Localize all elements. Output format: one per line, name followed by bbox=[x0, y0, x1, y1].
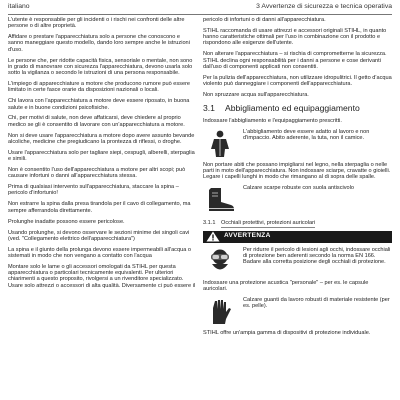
goggles-icon bbox=[203, 247, 237, 276]
paragraph: STIHL offre un'ampia gamma di dispositivi di protezione individuale. bbox=[203, 329, 371, 336]
paragraph: Non estrarre la spina dalla presa tirandola per il cavo di collegamento, ma sempre afferrandola direttamente. bbox=[8, 201, 191, 214]
paragraph: Le persone che, per ridotte capacità fisica, sensoriale o mentale, non sono in grado di manovrare con sicurezza l'apparecchiatura, devono usarla solo sotto la vigilanza o secondo le istruzioni di una persona responsabile. bbox=[8, 57, 193, 77]
paragraph: Non alterare l'apparecchiatura – si rischia di comprometterne la sicurezza. STIHL declina ogni responsabilità per i danni a persone e cose derivanti dall'uso di componenti applicati non consentiti. bbox=[203, 51, 387, 70]
section-number: 3.1 bbox=[203, 102, 215, 113]
warning-text: Per ridurre il pericolo di lesioni agli occhi, indossare occhiali di protezione ben aderenti secondo la norma EN 166. Badare alla corretta posizione degli occhiali di protezione. bbox=[243, 246, 391, 266]
paragraph: Indossare l'abbigliamento e l'equipaggiamento prescritti. bbox=[203, 117, 342, 124]
clothing-icon bbox=[203, 129, 237, 158]
paragraph: STIHL raccomanda di usare attrezzi e accessori originali STIHL, in quanto hanno caratteristiche ottimali per l'uso in combinazione con il prodotto e rispondono alle esigenze dell'utente. bbox=[203, 27, 387, 47]
section-title: Abbigliamento ed equipaggiamento bbox=[225, 102, 360, 113]
right-column bbox=[203, 17, 392, 341]
paragraph: Chi, per motivi di salute, non deve affaticarsi, deve chiedere al proprio medico se gli è consentito di lavorare con un'apparecchiatura a motore. bbox=[8, 115, 185, 128]
paragraph: Usare l'apparecchiatura solo per tagliare siepi, cespugli, alberelli, sterpaglia e simili. bbox=[8, 149, 195, 163]
paragraph: Non è consentito l'uso dell'apparecchiatura a motore per altri scopi; può causare infortuni o danni all'apparecchiatura stessa. bbox=[8, 167, 186, 180]
paragraph: Chi lavora con l'apparecchiatura a motore deve essere riposato, in buona salute e in buone condizioni psicofisiche. bbox=[8, 98, 190, 111]
paragraph: L'impiego di apparecchiature a motore che producono rumore può essere limitato in certe fasce orarie da disposizioni nazionali o locali. bbox=[8, 81, 191, 94]
left-column bbox=[8, 17, 196, 294]
goggles-row bbox=[203, 247, 392, 276]
clothing-note-text: L'abbigliamento deve essere adatto al lavoro e non d'impaccio. Abito aderente, la tuta, non il camice. bbox=[243, 128, 370, 142]
boots-row bbox=[203, 185, 392, 214]
paragraph: Prima di qualsiasi intervento sull'apparecchiatura, staccare la spina – pericolo d'infortunio! bbox=[8, 184, 179, 197]
paragraph: Non si deve usare l'apparecchiatura a motore dopo avere assunto bevande alcoliche, medicine che pregiudicano la prontezza di riflessi, o droghe. bbox=[8, 132, 195, 145]
clothing-note-row bbox=[203, 129, 392, 158]
paragraph: Non portare abiti che possano impigliarsi nel legno, nella sterpaglia o nelle parti in moto dell'apparecchiatura. Non indossare sciarpe, cravatte o gioielli. Legare i capelli lunghi in modo che rimangano al di sopra delle spalle. bbox=[203, 161, 391, 181]
section-heading bbox=[203, 103, 392, 113]
boots-text: Calzare scarpe robuste con suola antiscivolo bbox=[243, 185, 355, 192]
boots-icon bbox=[203, 185, 237, 214]
subsection-number: 3.1.1 bbox=[203, 220, 216, 227]
header-chapter: 3 Avvertenze di sicurezza e tecnica operativa bbox=[256, 3, 392, 10]
subsection-title: Occhiali protettivi, protezioni auricolari bbox=[221, 220, 316, 227]
paragraph: La spina e il giunto della prolunga devono essere impermeabili all'acqua o sistemati in modo che non vengano a contatto con l'acqua bbox=[8, 246, 191, 259]
warning-banner bbox=[203, 231, 392, 243]
warning-label: AVVERTENZA bbox=[224, 232, 271, 240]
paragraph: Per la pulizia dell'apparecchiatura, non utilizzare idropulitrici. Il getto d'acqua violento può danneggiare i componenti dell'apparecchiatura. bbox=[203, 74, 392, 88]
gloves-row bbox=[203, 297, 392, 326]
paragraph: pericolo di infortuni o di danni all'apparecchiatura. bbox=[203, 17, 326, 23]
subsection-heading bbox=[203, 220, 392, 227]
header-divider bbox=[8, 14, 392, 15]
gloves-icon bbox=[203, 297, 237, 326]
paragraph: Affidare o prestare l'apparecchiatura solo a persone che conoscono e sanno maneggiare questo modello, dando loro sempre anche le istruzioni d'uso. bbox=[8, 34, 190, 53]
warning-triangle-icon bbox=[206, 231, 220, 242]
paragraph: Prolunghe inadatte possono essere pericolose. bbox=[8, 218, 125, 225]
paragraph: Usando prolunghe, si devono osservare le sezioni minime dei singoli cavi (ved. "Collegamento elettrico dell'apparecchiatura") bbox=[8, 229, 190, 242]
paragraph: Indossare una protezione acustica "personale" – per es. le capsule auricolari. bbox=[203, 279, 369, 292]
paragraph: Montare solo le lame o gli accessori omologati da STIHL per questa apparecchiatura o particolari tecnicamente equivalenti. Per ulteriori chiarimenti a questo proposito, rivolgersi a un rivenditore specializzato. Usare solo attrezzi o accessori di alta qualità. Diversamente ci può essere il bbox=[8, 263, 196, 289]
header-language: italiano bbox=[8, 3, 30, 10]
paragraph: L'utente è responsabile per gli incidenti o i rischi nei confronti delle altre persone o di altre proprietà. bbox=[8, 17, 185, 30]
paragraph: Non spruzzare acqua sull'apparecchiatura. bbox=[203, 92, 309, 98]
gloves-text: Calzare guanti da lavoro robusti di materiale resistente (per es. pelle). bbox=[243, 296, 390, 309]
